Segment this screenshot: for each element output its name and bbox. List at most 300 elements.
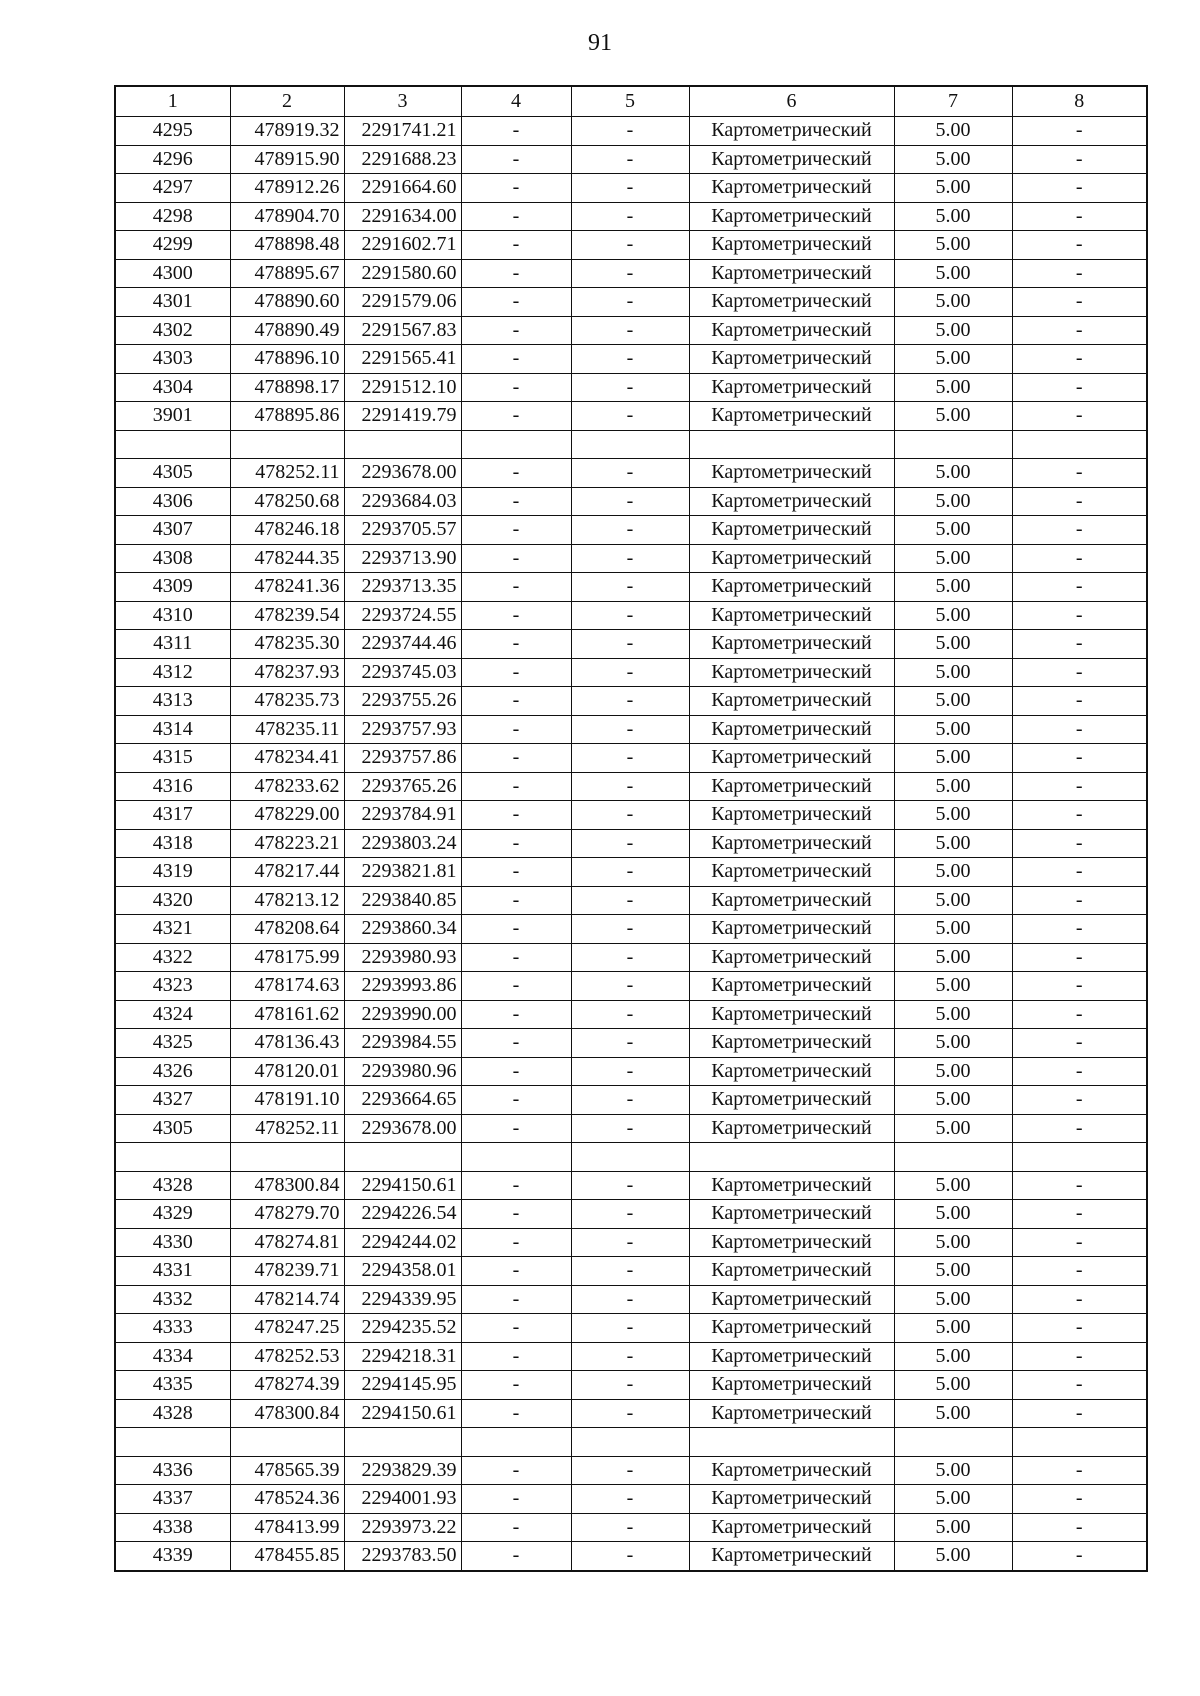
table-cell: 5.00 (894, 174, 1012, 203)
table-cell: 5.00 (894, 1200, 1012, 1229)
table-cell: - (1012, 202, 1147, 231)
table-cell: - (571, 1399, 689, 1428)
table-cell: - (571, 1257, 689, 1286)
table-cell: 4310 (115, 601, 230, 630)
table-row (115, 1542, 1147, 1571)
table-cell: 2293678.00 (344, 459, 461, 488)
table-cell: 5.00 (894, 1228, 1012, 1257)
table-cell: 478233.62 (230, 772, 344, 801)
table-cell: 4339 (115, 1542, 230, 1571)
table-cell: - (461, 402, 571, 431)
table-cell: 478244.35 (230, 544, 344, 573)
table-cell: 5.00 (894, 316, 1012, 345)
table-cell (571, 1428, 689, 1457)
table-cell: 2293705.57 (344, 516, 461, 545)
table-cell: 5.00 (894, 516, 1012, 545)
table-cell: Картометрический (689, 1257, 894, 1286)
table-cell (344, 430, 461, 459)
table-cell: 2293678.00 (344, 1114, 461, 1143)
table-cell (1012, 1428, 1147, 1457)
table-cell: 478234.41 (230, 744, 344, 773)
table-cell: - (461, 1257, 571, 1286)
table-cell: 4334 (115, 1342, 230, 1371)
table-cell: - (461, 1000, 571, 1029)
table-cell: Картометрический (689, 117, 894, 146)
table-cell: 2293990.00 (344, 1000, 461, 1029)
table-cell: 2293993.86 (344, 972, 461, 1001)
table-cell: - (571, 829, 689, 858)
table-cell: 4311 (115, 630, 230, 659)
table-cell: - (1012, 1171, 1147, 1200)
column-header: 3 (344, 86, 461, 117)
table-cell: Картометрический (689, 1314, 894, 1343)
table-cell: 4337 (115, 1485, 230, 1514)
table-cell: 4306 (115, 487, 230, 516)
table-cell: - (1012, 1371, 1147, 1400)
table-cell: - (571, 1029, 689, 1058)
table-cell: Картометрический (689, 174, 894, 203)
table-row (115, 1456, 1147, 1485)
table-cell: - (1012, 1200, 1147, 1229)
table-cell: 478915.90 (230, 145, 344, 174)
table-cell: - (571, 801, 689, 830)
table-row (115, 1485, 1147, 1514)
table-cell: 478241.36 (230, 573, 344, 602)
table-cell: 5.00 (894, 373, 1012, 402)
table-row (115, 202, 1147, 231)
table-row (115, 858, 1147, 887)
table-cell (230, 1428, 344, 1457)
table-cell: - (571, 943, 689, 972)
table-cell: 2293803.24 (344, 829, 461, 858)
table-cell: 478300.84 (230, 1171, 344, 1200)
table-cell: 478279.70 (230, 1200, 344, 1229)
table-cell: 478161.62 (230, 1000, 344, 1029)
table-cell: - (1012, 1314, 1147, 1343)
table-cell: Картометрический (689, 858, 894, 887)
table-cell: 478174.63 (230, 972, 344, 1001)
table-cell: 2291741.21 (344, 117, 461, 146)
table-cell: Картометрический (689, 1285, 894, 1314)
table-row (115, 715, 1147, 744)
table-cell (115, 430, 230, 459)
table-cell: - (1012, 288, 1147, 317)
table-cell: 5.00 (894, 1399, 1012, 1428)
table-cell: - (571, 1314, 689, 1343)
table-cell: - (571, 345, 689, 374)
table-cell: 478214.74 (230, 1285, 344, 1314)
table-cell: 2291579.06 (344, 288, 461, 317)
table-cell: - (1012, 886, 1147, 915)
table-cell: Картометрический (689, 658, 894, 687)
table-cell: Картометрический (689, 231, 894, 260)
table-cell: 2293973.22 (344, 1513, 461, 1542)
table-cell: 4320 (115, 886, 230, 915)
table-cell: 5.00 (894, 915, 1012, 944)
table-cell: - (1012, 1257, 1147, 1286)
table-cell: Картометрический (689, 715, 894, 744)
table-cell: - (571, 630, 689, 659)
table-row (115, 630, 1147, 659)
table-cell: 478896.10 (230, 345, 344, 374)
table-cell: 5.00 (894, 1485, 1012, 1514)
table-cell: 478912.26 (230, 174, 344, 203)
table-cell: - (1012, 573, 1147, 602)
table-cell: Картометрический (689, 145, 894, 174)
column-header: 1 (115, 86, 230, 117)
table-cell: - (1012, 1542, 1147, 1571)
table-cell: 2293744.46 (344, 630, 461, 659)
table-cell: 4330 (115, 1228, 230, 1257)
table-cell: 2293664.65 (344, 1086, 461, 1115)
table-cell (344, 1143, 461, 1172)
table-cell: 2293984.55 (344, 1029, 461, 1058)
table-cell: 478274.81 (230, 1228, 344, 1257)
table-cell: - (1012, 1228, 1147, 1257)
table-cell: 2294244.02 (344, 1228, 461, 1257)
table-cell: 4326 (115, 1057, 230, 1086)
table-cell: 2291602.71 (344, 231, 461, 260)
table-cell: - (1012, 601, 1147, 630)
table-cell: Картометрический (689, 1342, 894, 1371)
table-row (115, 1171, 1147, 1200)
table-cell: - (461, 858, 571, 887)
table-cell: Картометрический (689, 1399, 894, 1428)
table-cell: Картометрический (689, 459, 894, 488)
table-cell: - (461, 1228, 571, 1257)
table-cell: - (1012, 943, 1147, 972)
table-cell: 2291419.79 (344, 402, 461, 431)
table-cell (894, 1428, 1012, 1457)
table-cell: 2294150.61 (344, 1171, 461, 1200)
table-cell: 478274.39 (230, 1371, 344, 1400)
table-cell: 5.00 (894, 117, 1012, 146)
table-cell: 5.00 (894, 1257, 1012, 1286)
table-cell: - (1012, 1000, 1147, 1029)
table-cell: - (571, 544, 689, 573)
table-cell: - (1012, 316, 1147, 345)
table-cell (230, 430, 344, 459)
table-cell: - (571, 316, 689, 345)
table-cell: 478247.25 (230, 1314, 344, 1343)
table-cell: - (1012, 345, 1147, 374)
table-cell: 478246.18 (230, 516, 344, 545)
table-cell: - (571, 174, 689, 203)
table-cell: Картометрический (689, 972, 894, 1001)
table-cell (230, 1143, 344, 1172)
table-cell: 478250.68 (230, 487, 344, 516)
table-cell: 5.00 (894, 687, 1012, 716)
table-cell: - (461, 1057, 571, 1086)
table-cell: 2293745.03 (344, 658, 461, 687)
table-cell: - (571, 1057, 689, 1086)
table-cell: - (461, 316, 571, 345)
table-cell: 5.00 (894, 288, 1012, 317)
table-cell: 5.00 (894, 829, 1012, 858)
table-cell: - (461, 487, 571, 516)
table-cell: 4312 (115, 658, 230, 687)
table-cell: - (571, 487, 689, 516)
table-cell: 4300 (115, 259, 230, 288)
table-cell: - (1012, 117, 1147, 146)
table-cell: Картометрический (689, 943, 894, 972)
table-cell: Картометрический (689, 259, 894, 288)
table-cell: - (571, 744, 689, 773)
table-cell: 478455.85 (230, 1542, 344, 1571)
table-cell: 5.00 (894, 1057, 1012, 1086)
table-cell: 4303 (115, 345, 230, 374)
table-cell: 5.00 (894, 972, 1012, 1001)
table-cell: Картометрический (689, 544, 894, 573)
table-row (115, 1428, 1147, 1457)
column-header: 2 (230, 86, 344, 117)
table-cell: Картометрический (689, 1114, 894, 1143)
table-cell: 2293755.26 (344, 687, 461, 716)
table-row (115, 943, 1147, 972)
table-cell: - (571, 1371, 689, 1400)
table-row (115, 1200, 1147, 1229)
table-cell: - (461, 1171, 571, 1200)
table-cell: - (571, 1513, 689, 1542)
table-cell: 2293765.26 (344, 772, 461, 801)
table-cell: 478175.99 (230, 943, 344, 972)
table-cell: Картометрический (689, 687, 894, 716)
table-cell: - (461, 373, 571, 402)
table-row (115, 544, 1147, 573)
table-cell (344, 1428, 461, 1457)
table-cell: 4297 (115, 174, 230, 203)
table-row (115, 145, 1147, 174)
table-cell: 5.00 (894, 145, 1012, 174)
table-cell: 5.00 (894, 544, 1012, 573)
table-cell: - (571, 231, 689, 260)
table-cell: - (571, 1285, 689, 1314)
table-cell: 478904.70 (230, 202, 344, 231)
table-cell: - (1012, 658, 1147, 687)
table-cell: - (571, 915, 689, 944)
table-cell: - (571, 1456, 689, 1485)
table-row (115, 1285, 1147, 1314)
table-cell: - (571, 658, 689, 687)
table-cell: - (1012, 772, 1147, 801)
table-cell: 478217.44 (230, 858, 344, 887)
table-cell: - (571, 402, 689, 431)
page-number: 91 (588, 30, 612, 56)
table-cell: 4324 (115, 1000, 230, 1029)
table-cell: - (1012, 1456, 1147, 1485)
table-cell: - (571, 259, 689, 288)
table-cell (1012, 1143, 1147, 1172)
table-cell: - (571, 687, 689, 716)
table-cell: 478136.43 (230, 1029, 344, 1058)
table-cell: Картометрический (689, 829, 894, 858)
table-cell: 4319 (115, 858, 230, 887)
table-row (115, 1342, 1147, 1371)
table-cell: 5.00 (894, 658, 1012, 687)
table-cell: - (1012, 402, 1147, 431)
table-cell: Картометрический (689, 1542, 894, 1571)
table-row (115, 316, 1147, 345)
table-cell: - (1012, 744, 1147, 773)
table-cell: - (461, 174, 571, 203)
table-cell: 2294339.95 (344, 1285, 461, 1314)
table-row (115, 658, 1147, 687)
table-cell: Картометрический (689, 402, 894, 431)
table-cell: 5.00 (894, 601, 1012, 630)
table-cell: 2293840.85 (344, 886, 461, 915)
table-cell: - (1012, 459, 1147, 488)
table-row (115, 1513, 1147, 1542)
table-cell: - (461, 886, 571, 915)
table-cell: - (461, 288, 571, 317)
table-cell: - (461, 516, 571, 545)
table-cell: 2294145.95 (344, 1371, 461, 1400)
table-cell: 478229.00 (230, 801, 344, 830)
table-cell: Картометрический (689, 1371, 894, 1400)
table-cell: 4331 (115, 1257, 230, 1286)
table-cell: 4336 (115, 1456, 230, 1485)
table-cell: 2293783.50 (344, 1542, 461, 1571)
table-cell: 2294218.31 (344, 1342, 461, 1371)
table-cell: 5.00 (894, 202, 1012, 231)
table-row (115, 231, 1147, 260)
table-cell: 478239.54 (230, 601, 344, 630)
table-cell: 5.00 (894, 801, 1012, 830)
table-cell: 478890.60 (230, 288, 344, 317)
table-cell: 5.00 (894, 1029, 1012, 1058)
table-cell: - (1012, 1114, 1147, 1143)
table-cell: - (1012, 145, 1147, 174)
table-cell: 3901 (115, 402, 230, 431)
table-cell: 5.00 (894, 858, 1012, 887)
table-row (115, 1257, 1147, 1286)
table-cell: - (461, 1314, 571, 1343)
table-cell: 478239.71 (230, 1257, 344, 1286)
table-cell (894, 430, 1012, 459)
table-cell: 478252.53 (230, 1342, 344, 1371)
table-cell: 478235.30 (230, 630, 344, 659)
table-cell: 4338 (115, 1513, 230, 1542)
table-cell: - (571, 886, 689, 915)
table-cell: - (571, 516, 689, 545)
table-cell: 4301 (115, 288, 230, 317)
table-cell: - (1012, 1513, 1147, 1542)
table-cell: 5.00 (894, 772, 1012, 801)
table-cell: 2293980.96 (344, 1057, 461, 1086)
table-row (115, 772, 1147, 801)
table-cell: 5.00 (894, 231, 1012, 260)
table-cell (571, 430, 689, 459)
table-row (115, 744, 1147, 773)
table-cell: 2291664.60 (344, 174, 461, 203)
table-cell: 5.00 (894, 1542, 1012, 1571)
table-cell: 5.00 (894, 1314, 1012, 1343)
table-cell: 4314 (115, 715, 230, 744)
table-row (115, 516, 1147, 545)
table-cell: - (461, 801, 571, 830)
table-cell: - (571, 1086, 689, 1115)
table-cell: 478208.64 (230, 915, 344, 944)
table-cell: - (461, 601, 571, 630)
table-row (115, 459, 1147, 488)
table-header-row (115, 86, 1147, 117)
table-cell: 478413.99 (230, 1513, 344, 1542)
table-cell: - (571, 145, 689, 174)
table-cell: 478235.73 (230, 687, 344, 716)
table-row (115, 1399, 1147, 1428)
table-row (115, 1371, 1147, 1400)
table-cell: 4307 (115, 516, 230, 545)
table-cell: 2293829.39 (344, 1456, 461, 1485)
table-cell: - (1012, 1086, 1147, 1115)
table-cell: 4299 (115, 231, 230, 260)
table-cell: - (461, 1342, 571, 1371)
table-cell: - (1012, 1342, 1147, 1371)
table-cell: 4309 (115, 573, 230, 602)
table-row (115, 117, 1147, 146)
table-cell: - (461, 459, 571, 488)
table-cell: Картометрический (689, 1029, 894, 1058)
table-cell: - (1012, 373, 1147, 402)
table-cell: - (461, 943, 571, 972)
table-row (115, 259, 1147, 288)
table-row (115, 345, 1147, 374)
table-row (115, 373, 1147, 402)
table-cell: 478191.10 (230, 1086, 344, 1115)
table-cell: Картометрический (689, 886, 894, 915)
table-cell: 2293821.81 (344, 858, 461, 887)
table-cell: 5.00 (894, 1371, 1012, 1400)
table-row (115, 402, 1147, 431)
table-cell: Картометрический (689, 516, 894, 545)
table-cell (689, 1143, 894, 1172)
table-cell: 478890.49 (230, 316, 344, 345)
table-cell: - (461, 687, 571, 716)
table-row (115, 573, 1147, 602)
table-cell: - (571, 459, 689, 488)
table-cell: 4308 (115, 544, 230, 573)
table-cell: 5.00 (894, 573, 1012, 602)
table-cell: - (571, 288, 689, 317)
table-row (115, 801, 1147, 830)
table-cell: - (1012, 829, 1147, 858)
table-cell: 5.00 (894, 1342, 1012, 1371)
table-row (115, 1143, 1147, 1172)
table-row (115, 687, 1147, 716)
table-cell: - (1012, 1057, 1147, 1086)
table-cell: Картометрический (689, 487, 894, 516)
table-cell: 5.00 (894, 630, 1012, 659)
table-cell: 4305 (115, 1114, 230, 1143)
table-cell: Картометрический (689, 915, 894, 944)
table-row (115, 972, 1147, 1001)
table-cell: - (1012, 1285, 1147, 1314)
table-cell: - (1012, 259, 1147, 288)
table-cell: 2294358.01 (344, 1257, 461, 1286)
table-cell (894, 1143, 1012, 1172)
table-cell: - (461, 1399, 571, 1428)
table-cell: 2294235.52 (344, 1314, 461, 1343)
table-row (115, 174, 1147, 203)
table-cell: 478120.01 (230, 1057, 344, 1086)
table-row (115, 1314, 1147, 1343)
table-cell: 4322 (115, 943, 230, 972)
table-cell: 478524.36 (230, 1485, 344, 1514)
table-cell: 4302 (115, 316, 230, 345)
table-cell: Картометрический (689, 316, 894, 345)
table-row (115, 288, 1147, 317)
table-cell: - (571, 772, 689, 801)
